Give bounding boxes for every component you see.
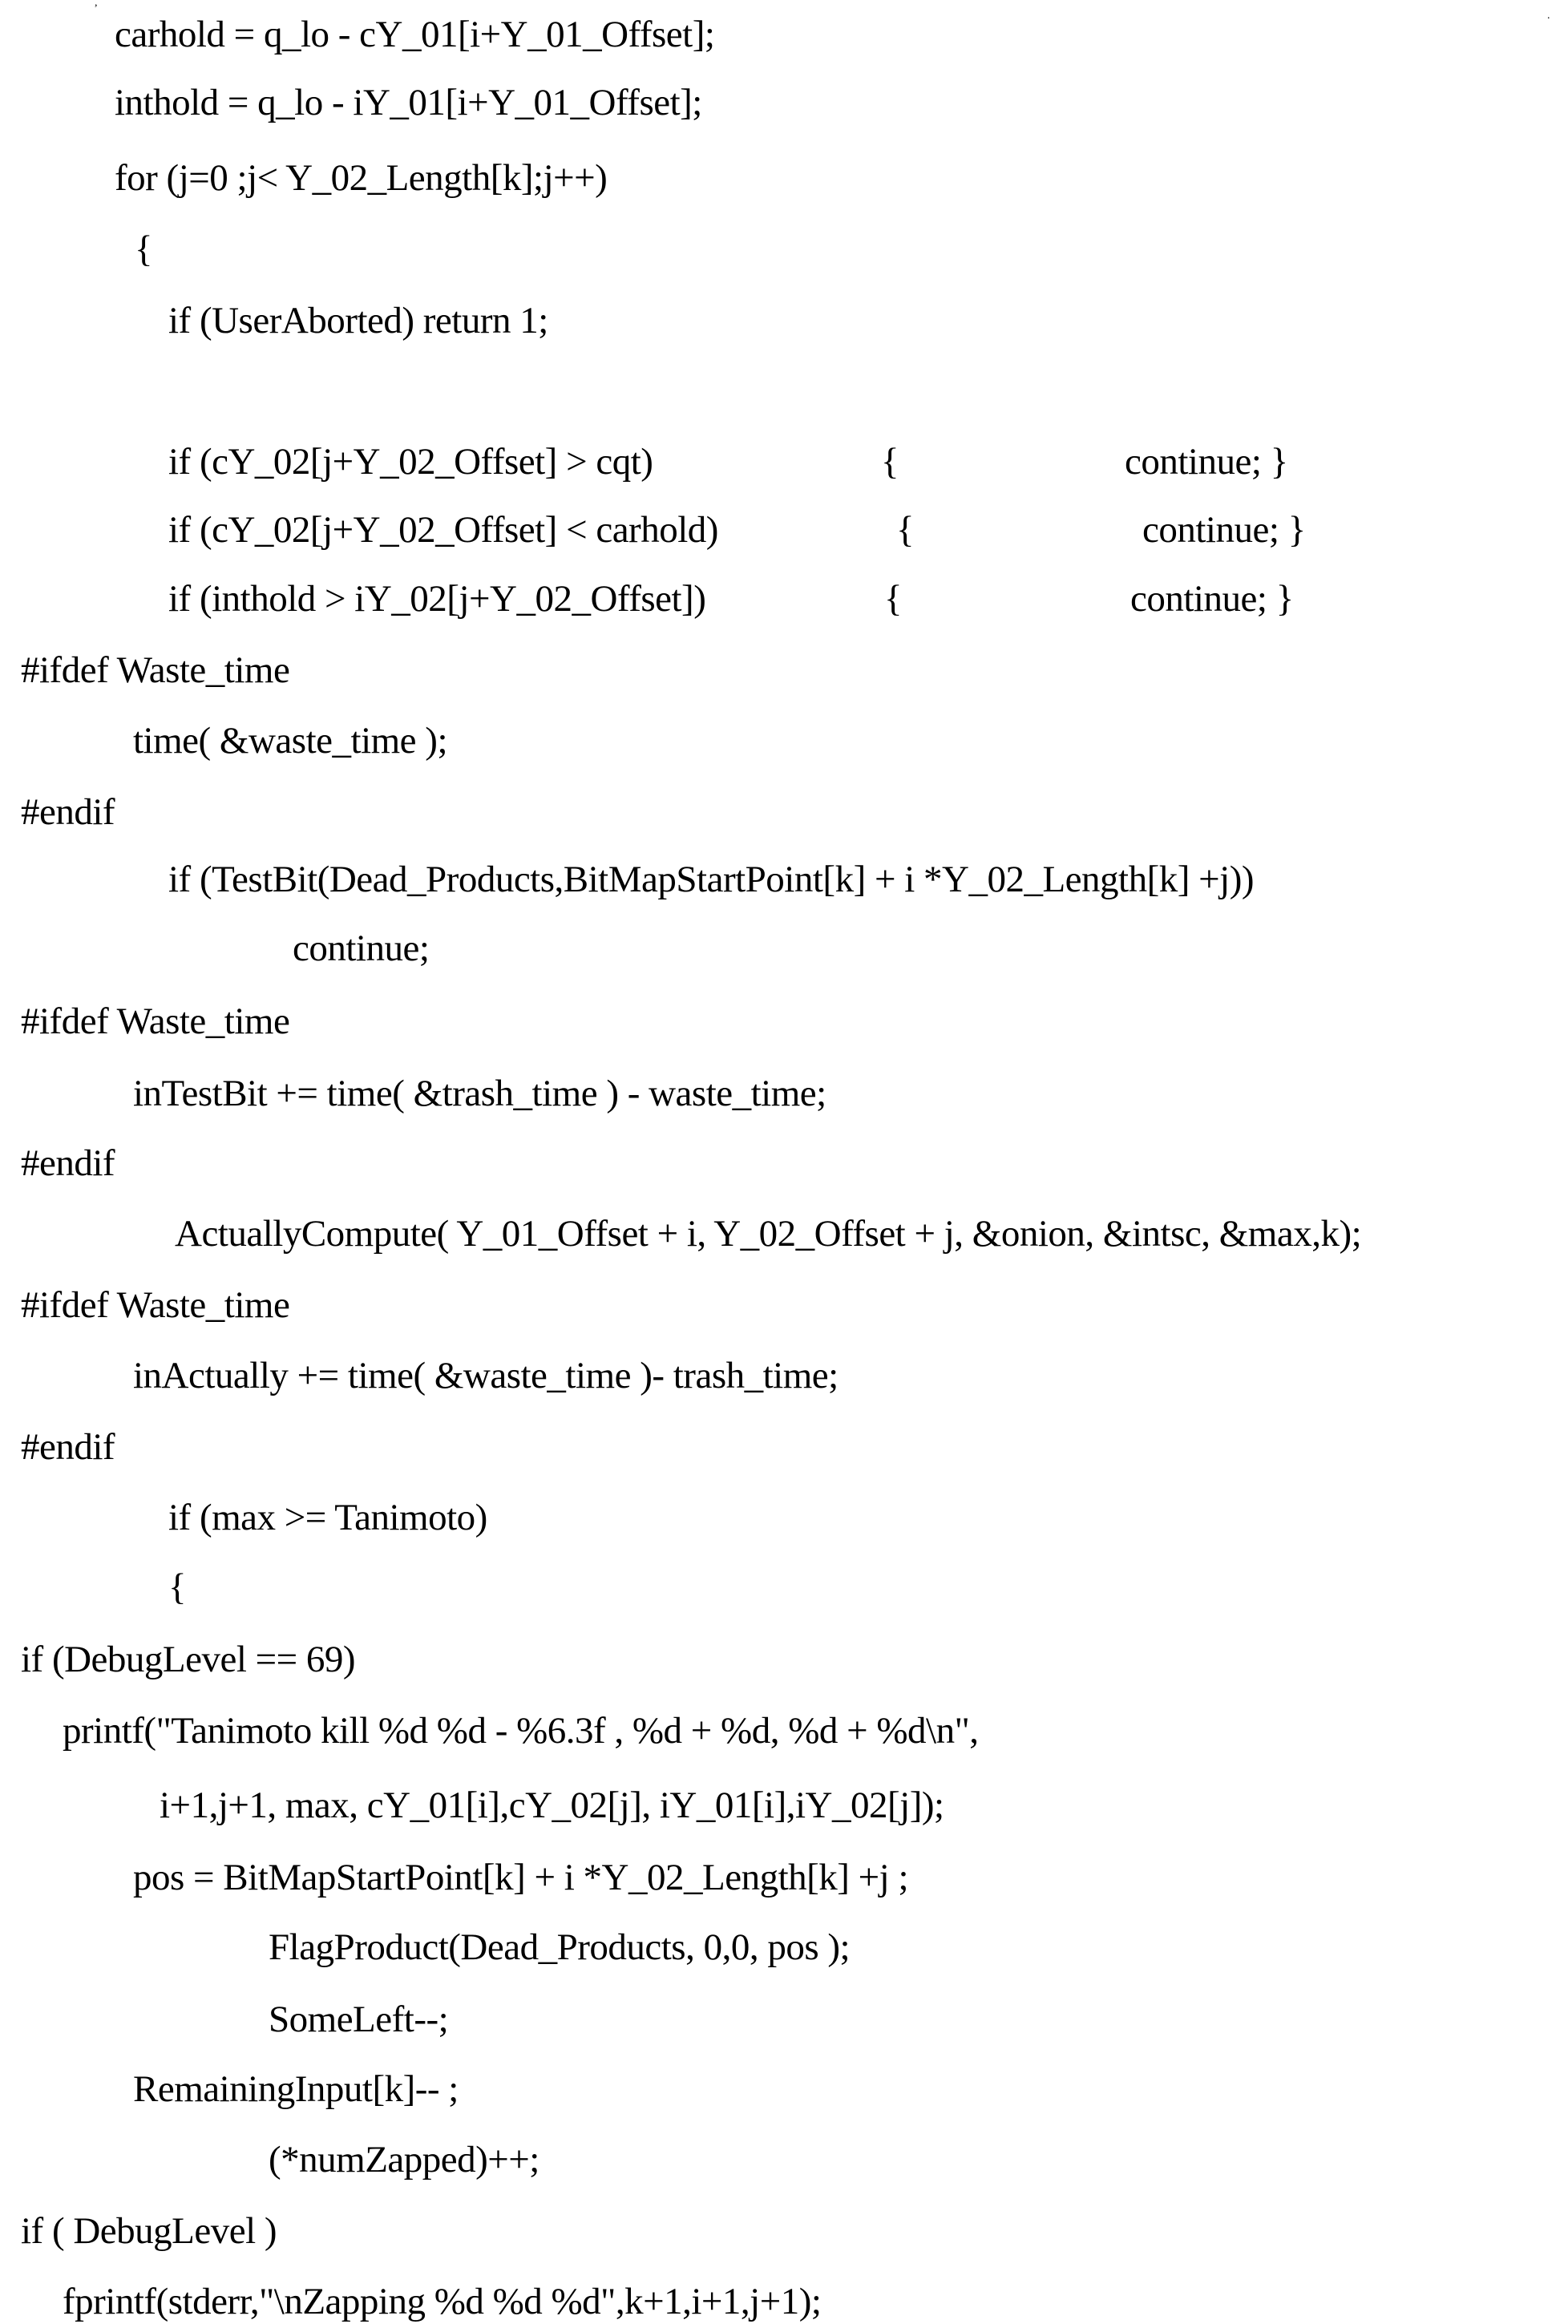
code-line: if (UserAborted) return 1; <box>168 300 548 342</box>
code-line: pos = BitMapStartPoint[k] + i *Y_02_Length[k] +j ; <box>133 1857 909 1898</box>
code-line: inTestBit += time( &trash_time ) - waste_time; <box>133 1073 826 1114</box>
code-line: inActually += time( &waste_time )- trash_time; <box>133 1355 839 1396</box>
code-line: printf("Tanimoto kill %d %d - %6.3f , %d + %d, %d + %d\n", <box>63 1710 979 1752</box>
code-line: continue; } <box>1125 441 1288 483</box>
code-line: { <box>896 509 915 551</box>
code-line: #endif <box>21 1426 115 1468</box>
code-line: fprintf(stderr,"\nZapping %d %d %d",k+1,i+1,j+1); <box>63 2281 822 2322</box>
code-line: i+1,j+1, max, cY_01[i],cY_02[j], iY_01[i],iY_02[j]); <box>160 1784 944 1826</box>
code-line: if (DebugLevel == 69) <box>21 1639 356 1680</box>
code-line: for (j=0 ;j< Y_02_Length[k];j++) <box>115 157 608 199</box>
code-line: (*numZapped)++; <box>269 2139 540 2181</box>
code-line: { <box>135 228 153 270</box>
code-line: #endif <box>21 1142 115 1184</box>
code-line: { <box>881 441 899 483</box>
code-line: RemainingInput[k]-- ; <box>133 2068 459 2110</box>
code-line: if (inthold > iY_02[j+Y_02_Offset]) <box>168 578 706 620</box>
code-line: time( &waste_time ); <box>133 720 448 762</box>
code-line: { <box>168 1566 187 1608</box>
code-line: #ifdef Waste_time <box>21 1000 290 1042</box>
code-line: if (TestBit(Dead_Products,BitMapStartPoint[k] + i *Y_02_Length[k] +j)) <box>168 859 1255 900</box>
code-line: continue; } <box>1130 578 1294 620</box>
code-line: FlagProduct(Dead_Products, 0,0, pos ); <box>269 1926 851 1968</box>
code-line: continue; <box>293 928 430 969</box>
code-line: if (cY_02[j+Y_02_Offset] < carhold) <box>168 509 718 551</box>
code-line: continue; } <box>1142 509 1306 551</box>
code-line: inthold = q_lo - iY_01[i+Y_01_Offset]; <box>115 82 702 123</box>
code-line: carhold = q_lo - cY_01[i+Y_01_Offset]; <box>115 14 715 55</box>
code-line: SomeLeft--; <box>269 1999 449 2040</box>
code-line: ActuallyCompute( Y_01_Offset + i, Y_02_Offset + j, &onion, &intsc, &max,k); <box>175 1213 1362 1255</box>
code-line: #endif <box>21 791 115 833</box>
code-line: if ( DebugLevel ) <box>21 2210 277 2252</box>
code-line: #ifdef Waste_time <box>21 1284 290 1326</box>
code-line: { <box>884 578 903 620</box>
code-line: if (max >= Tanimoto) <box>168 1497 487 1538</box>
code-line: if (cY_02[j+Y_02_Offset] > cqt) <box>168 441 653 483</box>
code-line: #ifdef Waste_time <box>21 649 290 691</box>
scan-speck: . <box>1547 10 1550 22</box>
scan-speck: , <box>95 0 98 9</box>
